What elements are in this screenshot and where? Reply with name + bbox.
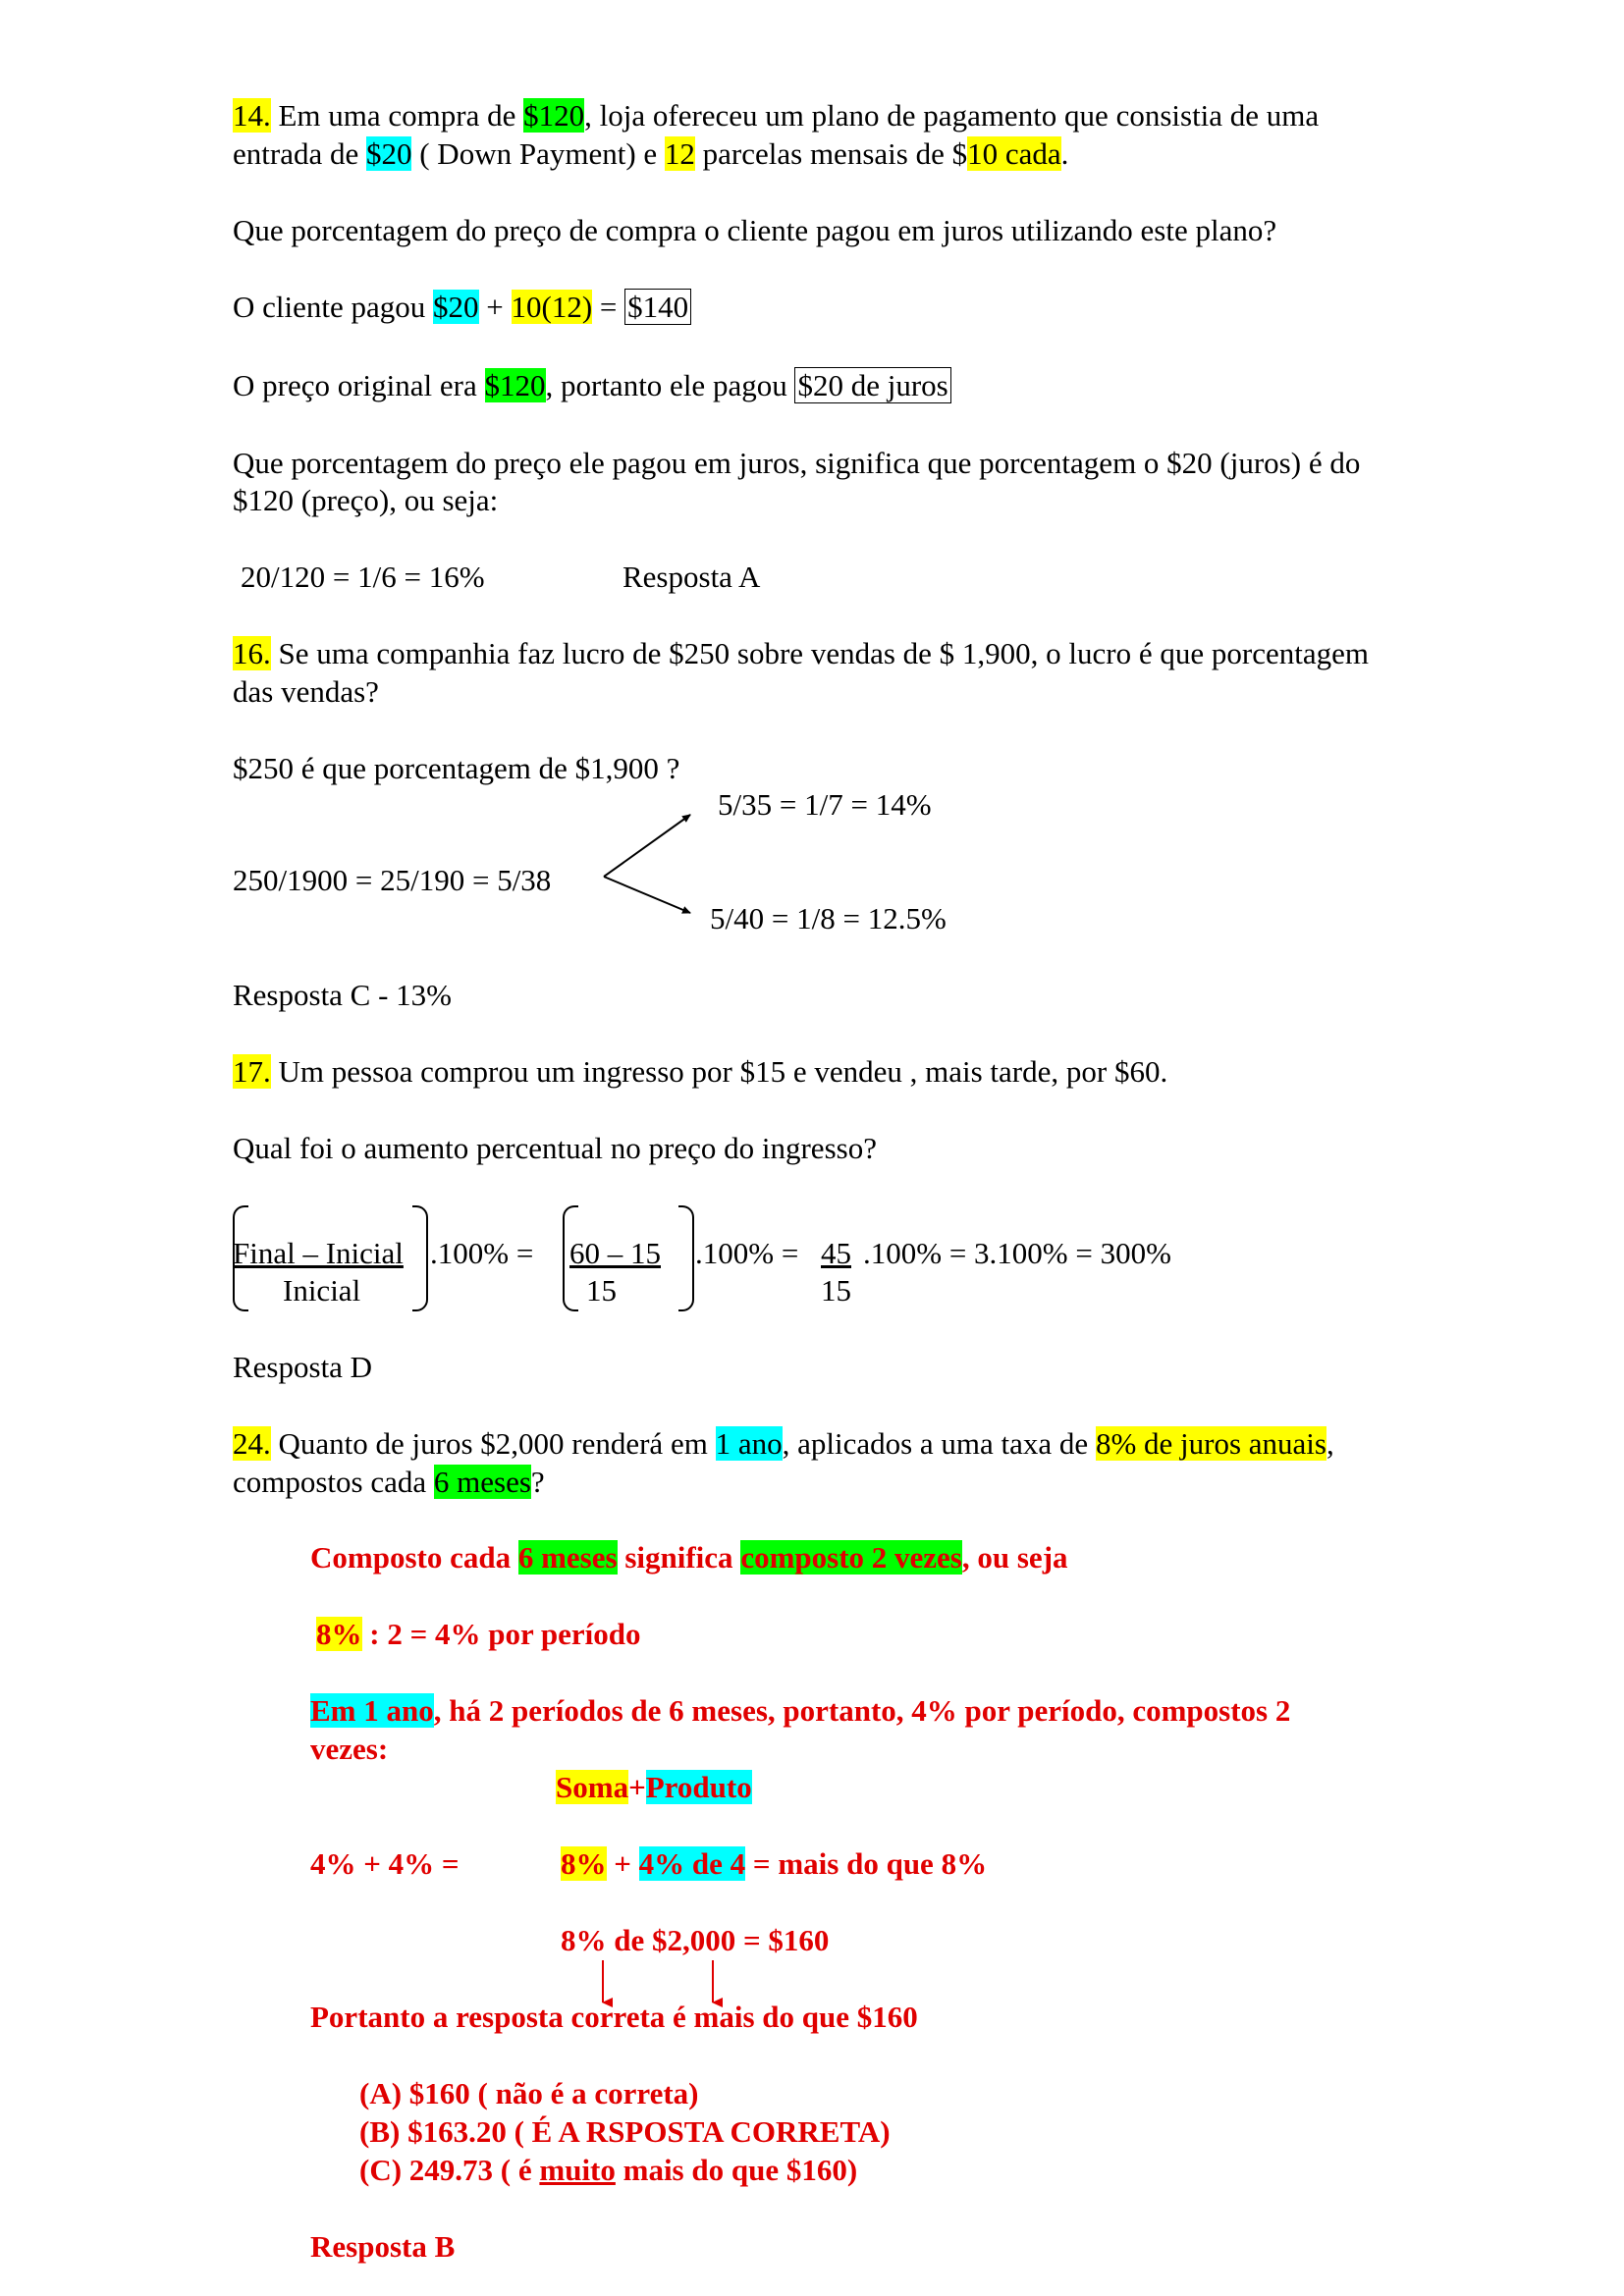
q14-price-highlight: $120 xyxy=(523,98,585,133)
q14-line-1: 14. Em uma compra de $120, loja ofereceu um plano de pagamento que consistia de uma xyxy=(233,98,1320,133)
q14-line-2: entrada de $20 ( Down Payment) e 12 parcelas mensais de $10 cada. xyxy=(233,136,1069,171)
q24-step-3: Em 1 ano, há 2 períodos de 6 meses, portanto, 4% por período, compostos 2 xyxy=(310,1693,1291,1728)
q16-answer: Resposta C - 13% xyxy=(233,978,453,1012)
q14-number: 14. xyxy=(233,98,271,133)
q17-frac1-denominator: Inicial xyxy=(283,1273,361,1308)
q17-frac1-numerator: Final – Inicial xyxy=(233,1236,404,1270)
q16-upper-branch: 5/35 = 1/7 = 14% xyxy=(718,787,932,822)
q16-line-2: das vendas? xyxy=(233,674,379,709)
q14-paid-line: O cliente pagou $20 + 10(12) = $140 xyxy=(233,288,691,327)
q24-step-3-line-2: vezes: xyxy=(310,1732,389,1766)
q24-option-c: (C) 249.73 ( é muito mais do que $160) xyxy=(359,2153,858,2187)
q17-times-1: .100% = xyxy=(430,1236,534,1270)
q24-step-5: 8% de $2,000 = $160 xyxy=(561,1923,830,1957)
q17-frac2-denominator: 15 xyxy=(586,1273,617,1308)
q24-step-2: 8% : 2 = 4% por período xyxy=(316,1617,641,1651)
q14-count-highlight: 12 xyxy=(664,136,695,171)
q24-step-4-right: 8% + 4% de 4 = mais do que 8% xyxy=(561,1846,988,1881)
q16-lower-branch: 5/40 = 1/8 = 12.5% xyxy=(710,901,947,935)
q24-step-4-left: 4% + 4% = xyxy=(310,1846,460,1881)
q17-question: Qual foi o aumento percentual no preço do ingresso? xyxy=(233,1131,877,1165)
q16-question: $250 é que porcentagem de $1,900 ? xyxy=(233,751,680,785)
q14-explanation-1: Que porcentagem do preço ele pagou em juros, significa que porcentagem o $20 (juros) é do xyxy=(233,446,1361,480)
q14-question: Que porcentagem do preço de compra o cliente pagou em juros utilizando este plano? xyxy=(233,213,1277,247)
q24-step-1: Composto cada 6 meses significa composto 2 vezes, ou seja xyxy=(310,1540,1068,1575)
q14-each-highlight: 10 cada xyxy=(967,136,1061,171)
q24-line-1: 24. Quanto de juros $2,000 renderá em 1 ano, aplicados a uma taxa de 8% de juros anuais, xyxy=(233,1426,1334,1461)
q14-total-box: $140 xyxy=(624,289,691,325)
q24-option-a: (A) $160 ( não é a correta) xyxy=(359,2076,699,2110)
q14-calculation: 20/120 = 1/6 = 16% xyxy=(241,560,485,594)
q17-frac3-denominator: 15 xyxy=(821,1273,851,1308)
q17-bracket-right-2 xyxy=(678,1205,694,1311)
q17-bracket-right-1 xyxy=(412,1205,428,1311)
q17-answer: Resposta D xyxy=(233,1350,373,1384)
q24-option-b: (B) $163.20 ( É A RSPOSTA CORRETA) xyxy=(359,2114,891,2149)
q14-answer: Resposta A xyxy=(623,560,761,594)
q14-down-highlight: $20 xyxy=(365,136,412,171)
q24-soma-produto: Soma+Produto xyxy=(556,1770,752,1804)
q24-conclusion: Portanto a resposta correta é mais do que $160 xyxy=(310,2000,918,2034)
q17-frac3-numerator: 45 xyxy=(821,1236,851,1270)
q16-arrow-down xyxy=(604,877,690,913)
q17-result: .100% = 3.100% = 300% xyxy=(863,1236,1171,1270)
q24-number: 24. xyxy=(233,1426,271,1461)
q17-times-2: .100% = xyxy=(695,1236,799,1270)
q24-answer: Resposta B xyxy=(310,2229,456,2264)
q14-explanation-2: $120 (preço), ou seja: xyxy=(233,483,499,517)
q24-line-2: compostos cada 6 meses? xyxy=(233,1465,545,1499)
q14-original-line: O preço original era $120, portanto ele pagou $20 de juros xyxy=(233,366,951,405)
q14-interest-box: $20 de juros xyxy=(794,367,950,403)
q16-main-fraction: 250/1900 = 25/190 = 5/38 xyxy=(233,863,552,897)
q17-number: 17. xyxy=(233,1054,271,1089)
q17-frac2-numerator: 60 – 15 xyxy=(569,1236,661,1270)
q16-number: 16. xyxy=(233,636,271,670)
q17-line-1: 17. Um pessoa comprou um ingresso por $15 e vendeu , mais tarde, por $60. xyxy=(233,1054,1168,1089)
q16-line-1: 16. Se uma companhia faz lucro de $250 sobre vendas de $ 1,900, o lucro é que porcentagem xyxy=(233,636,1369,670)
q16-arrow-up xyxy=(604,815,690,877)
